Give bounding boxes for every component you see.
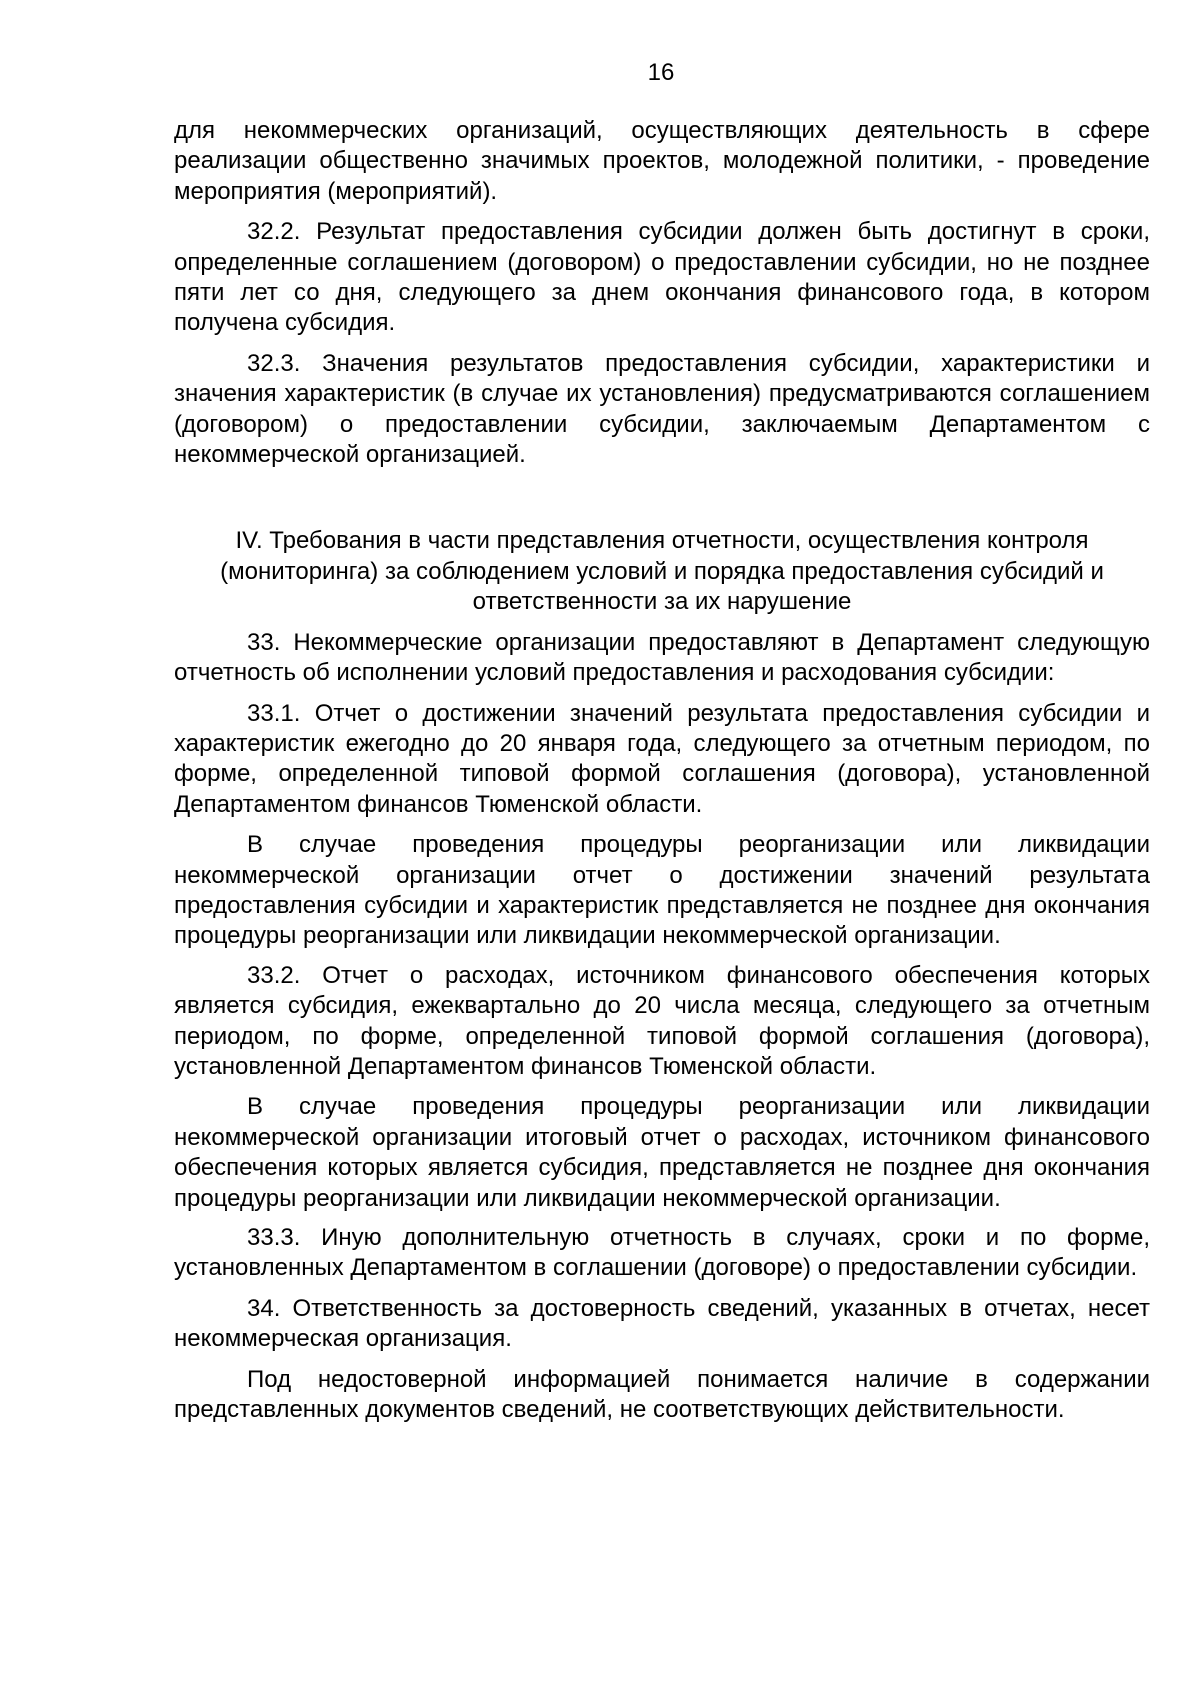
- page-number: 16: [647, 59, 675, 86]
- paragraph-34-definition: Под недостоверной информацией понимается наличие в содержании представленных документов сведений, не соответствующих действительности.: [174, 1365, 1150, 1424]
- paragraph-33-2: 33.2. Отчет о расходах, источником финансового обеспечения которых является субсидия, ежеквартально до 20 числа месяца, следующего за отчетным периодом, по форме, определенной типовой формой соглашения (договора), установленной Департаментом финансов Тюменской области.: [174, 961, 1150, 1080]
- section-heading-iv: IV. Требования в части представления отчетности, осуществления контроля (мониторинга) за соблюдением условий и порядка предоставления субсидий и ответственности за их нарушение: [220, 527, 1104, 616]
- paragraph-33-3: 33.3. Иную дополнительную отчетность в случаях, сроки и по форме, установленных Департаментом в соглашении (договоре) о предоставлении субсидии.: [174, 1224, 1150, 1282]
- paragraph-33-1-reorganization: В случае проведения процедуры реорганизации или ликвидации некоммерческой организации отчет о достижении значений результата предоставления субсидии и характеристик представляется не позднее дня окончания процедуры реорганизации или ликвидации некоммерческой организации.: [174, 831, 1150, 950]
- paragraph-32-2: 32.2. Результат предоставления субсидии должен быть достигнут в сроки, определенные соглашением (договором) о предоставлении субсидии, но не позднее пяти лет со дня, следующего за днем окончания финансового года, в котором получена субсидия.: [174, 218, 1150, 337]
- paragraph-33: 33. Некоммерческие организации предоставляют в Департамент следующую отчетность об исполнении условий предоставления и расходования субсидии:: [174, 628, 1150, 687]
- paragraph-33-1: 33.1. Отчет о достижении значений результата предоставления субсидии и характеристик ежегодно до 20 января года, следующего за отчетным периодом, по форме, определенной типовой формой соглашения (договора), установленной Департаментом финансов Тюменской области.: [174, 699, 1150, 818]
- paragraph-33-2-reorganization: В случае проведения процедуры реорганизации или ликвидации некоммерческой организации итоговый отчет о расходах, источником финансового обеспечения которых является субсидия, представляется не позднее дня окончания процедуры реорганизации или ликвидации некоммерческой организации.: [174, 1093, 1150, 1212]
- document-body: [174, 116, 1150, 1435]
- paragraph-continuation: для некоммерческих организаций, осуществляющих деятельность в сфере реализации общественно значимых проектов, молодежной политики, - проведение мероприятия (мероприятий).: [174, 117, 1150, 205]
- paragraph-34: 34. Ответственность за достоверность сведений, указанных в отчетах, несет некоммерческая организация.: [174, 1294, 1150, 1353]
- paragraph-32-3: 32.3. Значения результатов предоставления субсидии, характеристики и значения характеристик (в случае их установления) предусматриваются соглашением (договором) о предоставлении субсидии, заключаемым Департаментом с некоммерческой организацией.: [174, 349, 1150, 469]
